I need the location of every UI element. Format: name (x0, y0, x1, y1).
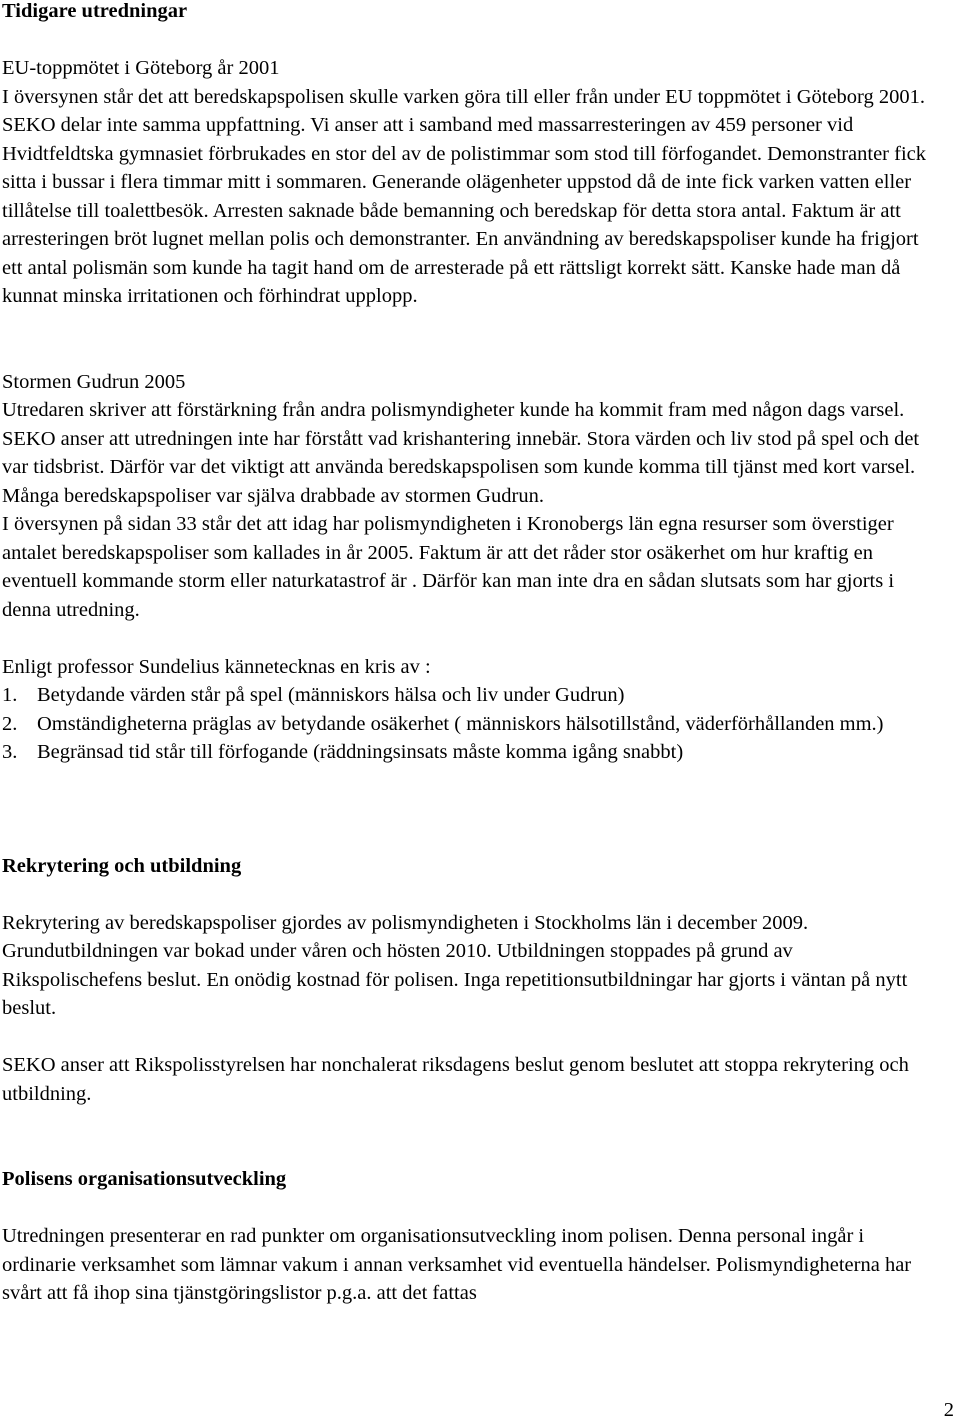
list-item (2, 710, 932, 739)
spacer (2, 767, 932, 852)
spacer (2, 880, 932, 909)
list-item-text: Betydande värden står på spel (människors hälsa och liv under Gudrun) (37, 684, 625, 706)
paragraph-eu-toppmotet: I översynen står det att beredskapspolisen skulle varken göra till eller från under EU toppmötet i Göteborg 2001. SEKO delar inte samma uppfattning. Vi anser att i samband med massarresteringen av 459 personer vid Hvidtfeldtska gymnasiet förbrukades en stor del av de polistimmar som stod till förfogandet. Demonstranter fick sitta i bussar i flera timmar mitt i sommaren. Generande olägenheter uppstod då de inte fick varken vatten eller tillåtelse till toalettbesök. Arresten saknade både bemanning och beredskap för detta stora antal. Faktum är att arresteringen bröt lugnet mellan polis och demonstranter. En användning av beredskapspoliser kunde ha frigjort ett antal polismän som kunde ha tagit hand om de arresterade på ett rättsligt korrekt sätt. Kanske hade man då kunnat minska irritationen och förhindrat upplopp. (2, 85, 926, 307)
document-content (2, 0, 932, 1308)
spacer (2, 624, 932, 653)
subheading-stormen-gudrun: Stormen Gudrun 2005 (2, 370, 186, 393)
paragraph-stormen-gudrun-2: I översynen på sidan 33 står det att idag har polismyndigheten i Kronobergs län egna resurser som överstiger antalet beredskapspoliser som kallades in år 2005. Faktum är att det råder stor osäkerhet om hur kraftig en eventuell kommande storm eller naturkatastrof är . Därför kan man inte dra en sådan slutsats som har gjorts i denna utredning. (2, 513, 895, 621)
spacer (2, 26, 932, 55)
list-item-number: 1. (2, 684, 18, 706)
list-item-text: Begränsad tid står till förfogande (räddningsinsats måste komma igång snabbt) (37, 741, 684, 763)
crisis-list (2, 681, 932, 767)
paragraph-rekrytering-2: SEKO anser att Rikspolisstyrelsen har nonchalerat riksdagens beslut genom beslutet att stoppa rekrytering och utbildning. (2, 1054, 909, 1105)
spacer (2, 311, 932, 368)
list-item (2, 681, 932, 710)
subheading-eu-toppmotet: EU-toppmötet i Göteborg år 2001 (2, 57, 280, 79)
list-item-text: Omständigheterna präglas av betydande osäkerhet ( människors hälsotillstånd, väderförhållanden mm.) (37, 712, 884, 735)
list-item (2, 738, 932, 767)
section-heading-rekrytering: Rekrytering och utbildning (2, 854, 242, 877)
paragraph-rekrytering-1: Rekrytering av beredskapspoliser gjordes av polismyndigheten i Stockholms län i december 2009. Grundutbildningen var bokad under våren och hösten 2010. Utbildningen stoppades på grund av Rikspolischefens beslut. En onödig kostnad för polisen. Inga repetitionsutbildningar har gjorts i väntan på nytt beslut. (2, 911, 908, 1019)
list-item-number: 2. (2, 712, 18, 735)
paragraph-stormen-gudrun-1: Utredaren skriver att förstärkning från andra polismyndigheter kunde ha kommit fram med någon dags varsel. SEKO anser att utredningen inte har förstått vad krishantering innebär. Stora värden och liv stod på spel och det var tidsbrist. Därför var det viktigt att använda beredskapspolisen som kunde komma till tjänst med kort varsel. Många beredskapspoliser var själva drabbade av stormen Gudrun. (2, 399, 920, 507)
section-heading-tidigare-utredningar: Tidigare utredningar (2, 0, 188, 22)
page-number: 2 (943, 1398, 954, 1421)
crisis-intro: Enligt professor Sundelius kännetecknas en kris av : (2, 655, 431, 678)
paragraph-organisationsutveckling: Utredningen presenterar en rad punkter om organisationsutveckling inom polisen. Denna personal ingår i ordinarie verksamhet som lämnar vakum i annan verksamhet vid eventuella händelser. Polismyndigheterna har svårt att få ihop sina tjänstgöringslistor p.g.a. att det fattas (2, 1225, 912, 1304)
section-heading-organisationsutveckling: Polisens organisationsutveckling (2, 1168, 287, 1190)
list-item-number: 3. (2, 741, 18, 763)
spacer (2, 1023, 932, 1052)
spacer (2, 1108, 932, 1165)
spacer (2, 1194, 932, 1223)
